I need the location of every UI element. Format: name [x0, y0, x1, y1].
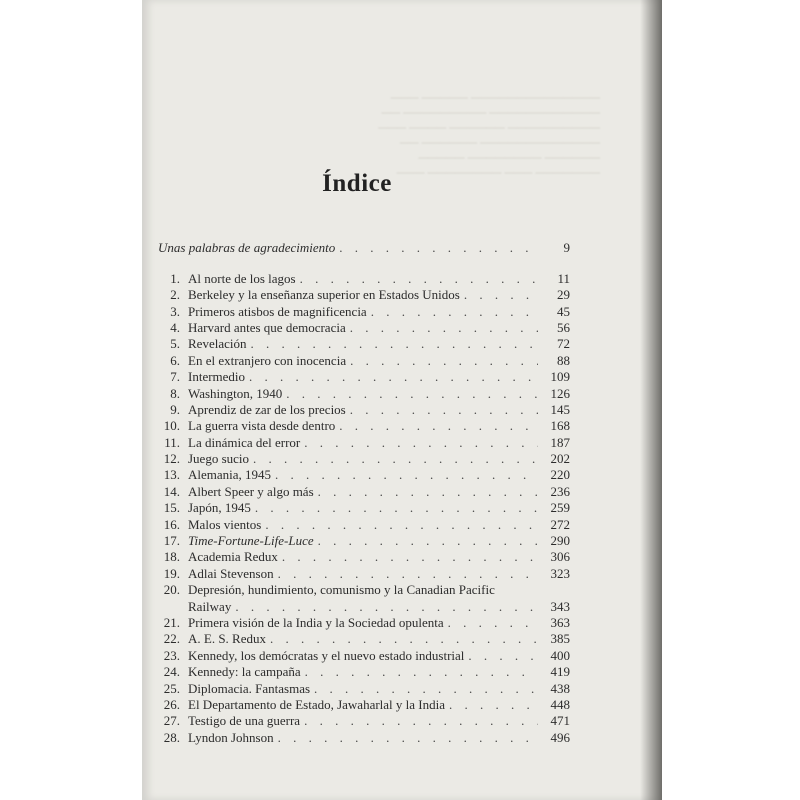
toc-chapter-title: Primera visión de la India y la Sociedad opulenta	[188, 614, 444, 630]
toc-page-number: 363	[550, 614, 570, 630]
toc-chapter-title: Juego sucio	[188, 451, 250, 467]
toc-chapter-title: Malos vientos	[188, 516, 262, 532]
toc-row	[158, 336, 570, 352]
leader-dots	[249, 369, 538, 385]
toc-page-number: 272	[550, 516, 570, 532]
toc-page-number: 29	[557, 287, 570, 303]
toc-row	[158, 647, 570, 663]
leader-dots	[278, 730, 538, 746]
leader-dots	[464, 287, 538, 303]
toc-page-number: 343	[550, 598, 570, 614]
toc-page-number: 11	[557, 270, 570, 286]
toc-row	[158, 582, 570, 598]
toc-chapter-title: Al norte de los lagos	[188, 270, 296, 286]
show-through-text: ────────────── ───── ─── ──────────── ───────── ── ────────── ────── ──── ─── ───────────── ────── ── ────── ──────── ───── ─────── ─── ──────── ───	[378, 90, 600, 180]
toc-chapter-number: 6.	[170, 352, 180, 368]
toc-page-number: 471	[550, 713, 570, 729]
leader-dots	[449, 697, 538, 713]
toc-chapter-number: 15.	[163, 500, 180, 516]
toc-row	[158, 549, 570, 565]
toc-page-number: 88	[557, 352, 570, 368]
toc-chapter-title: El Departamento de Estado, Jawaharlal y la India	[188, 696, 446, 712]
toc-chapter-number: 27.	[163, 713, 180, 729]
toc-row	[158, 287, 570, 303]
toc-page-number: 400	[550, 647, 570, 663]
leader-dots	[448, 615, 538, 631]
toc-chapter-number: 2.	[170, 287, 180, 303]
toc-chapter-number: 17.	[163, 533, 180, 549]
toc-page-number: 45	[557, 303, 570, 319]
toc-page-number: 202	[550, 451, 570, 467]
leader-dots	[339, 418, 538, 434]
toc-chapter-number: 18.	[163, 549, 180, 565]
toc-page-number: 236	[550, 483, 570, 499]
toc-chapter-title: Adlai Stevenson	[188, 565, 274, 581]
toc-page-number: 259	[550, 500, 570, 516]
toc-chapter-title: Lyndon Johnson	[188, 729, 274, 745]
toc-page-number: 385	[550, 631, 570, 647]
toc-chapter-number: 1.	[170, 270, 180, 286]
toc-page-number: 438	[550, 680, 570, 696]
toc-intro-page: 9	[563, 240, 570, 256]
toc-chapter-title: Kennedy, los demócratas y el nuevo estado industrial	[188, 647, 465, 663]
page-shadow	[640, 0, 662, 800]
leader-dots	[468, 648, 538, 664]
leader-dots	[300, 271, 538, 287]
toc-chapter-number: 20.	[163, 582, 180, 598]
toc-chapter-number: 8.	[170, 385, 180, 401]
toc-chapter-title: Revelación	[188, 336, 247, 352]
toc-intro-row	[158, 240, 570, 256]
toc-chapter-number: 10.	[163, 418, 180, 434]
toc-page-number: 145	[550, 401, 570, 417]
toc-chapter-number: 28.	[163, 729, 180, 745]
leader-dots	[318, 484, 538, 500]
toc-page-number: 187	[550, 434, 570, 450]
leader-dots	[350, 402, 538, 418]
toc-row	[158, 385, 570, 401]
toc-page-number: 109	[550, 369, 570, 385]
toc-row	[158, 631, 570, 647]
toc-page-number: 306	[550, 549, 570, 565]
leader-dots	[304, 713, 538, 729]
toc-chapter-title: La dinámica del error	[188, 434, 301, 450]
toc-chapter-number: 21.	[163, 614, 180, 630]
toc-page-number: 323	[550, 565, 570, 581]
toc-chapter-title: Academia Redux	[188, 549, 278, 565]
toc-row	[158, 434, 570, 450]
leader-dots	[235, 599, 538, 615]
toc-row	[158, 615, 570, 631]
toc-chapter-title: Harvard antes que democracia	[188, 319, 346, 335]
toc-chapter-number: 22.	[163, 631, 180, 647]
toc-chapter-number: 26.	[163, 696, 180, 712]
toc-intro-title: Unas palabras de agradecimiento	[158, 240, 336, 256]
page-title: Índice	[322, 170, 392, 197]
toc-row	[158, 500, 570, 516]
toc-chapter-title: Berkeley y la enseñanza superior en Estados Unidos	[188, 287, 460, 303]
toc-row	[158, 664, 570, 680]
leader-dots	[304, 435, 538, 451]
toc-row	[158, 467, 570, 483]
toc-page-number: 496	[550, 729, 570, 745]
toc-chapter-title: Washington, 1940	[188, 385, 283, 401]
leader-dots	[282, 549, 538, 565]
toc-row	[158, 270, 570, 286]
leader-dots	[250, 336, 538, 352]
toc-page-number: 448	[550, 696, 570, 712]
toc-chapter-number: 11.	[164, 434, 180, 450]
toc-chapter-number: 7.	[170, 369, 180, 385]
toc-chapter-title: Primeros atisbos de magnificencia	[188, 303, 367, 319]
toc-page-number: 220	[550, 467, 570, 483]
toc-row	[158, 369, 570, 385]
toc-chapter-number: 9.	[170, 401, 180, 417]
leader-dots	[314, 681, 538, 697]
toc-chapter-number: 13.	[163, 467, 180, 483]
leader-dots	[371, 304, 538, 320]
toc-chapter-number: 23.	[163, 647, 180, 663]
table-of-contents	[158, 240, 570, 746]
toc-row	[158, 516, 570, 532]
toc-chapter-title: Japón, 1945	[188, 500, 251, 516]
toc-chapter-title: Alemania, 1945	[188, 467, 272, 483]
toc-chapter-number: 24.	[163, 664, 180, 680]
leader-dots	[318, 533, 538, 549]
leader-dots	[255, 500, 538, 516]
toc-row	[158, 697, 570, 713]
leader-dots	[350, 353, 538, 369]
toc-row	[158, 451, 570, 467]
toc-row	[158, 320, 570, 336]
leader-dots	[286, 386, 538, 402]
toc-chapter-number: 14.	[163, 483, 180, 499]
toc-page-number: 56	[557, 319, 570, 335]
toc-chapter-number: 16.	[163, 516, 180, 532]
toc-chapter-title: Time-Fortune-Life-Luce	[188, 533, 314, 549]
toc-page-number: 72	[557, 336, 570, 352]
toc-row	[158, 483, 570, 499]
toc-row	[158, 533, 570, 549]
toc-page-number: 126	[550, 385, 570, 401]
toc-chapter-title: La guerra vista desde dentro	[188, 418, 336, 434]
leader-dots	[275, 467, 538, 483]
toc-chapter-title: En el extranjero con inocencia	[188, 352, 347, 368]
leader-dots	[265, 517, 538, 533]
leader-dots	[339, 240, 538, 256]
toc-chapter-number: 12.	[163, 451, 180, 467]
toc-page-number: 168	[550, 418, 570, 434]
toc-row	[158, 729, 570, 745]
toc-row	[158, 713, 570, 729]
toc-page-number: 290	[550, 533, 570, 549]
toc-chapter-number: 5.	[170, 336, 180, 352]
toc-chapter-title: Aprendiz de zar de los precios	[188, 401, 346, 417]
leader-dots	[350, 320, 538, 336]
toc-row	[158, 418, 570, 434]
toc-row	[158, 303, 570, 319]
toc-chapter-title: Depresión, hundimiento, comunismo y la Canadian Pacific	[188, 582, 495, 598]
toc-chapter-title: A. E. S. Redux	[188, 631, 266, 647]
toc-chapter-title: Intermedio	[188, 369, 246, 385]
toc-chapter-title: Kennedy: la campaña	[188, 664, 301, 680]
leader-dots	[270, 631, 538, 647]
toc-row	[158, 565, 570, 581]
toc-chapter-number: 3.	[170, 303, 180, 319]
toc-row-continuation	[158, 598, 570, 614]
toc-row	[158, 352, 570, 368]
toc-chapter-number: 25.	[163, 680, 180, 696]
leader-dots	[253, 451, 538, 467]
toc-chapter-number: 19.	[163, 565, 180, 581]
toc-page-number: 419	[550, 664, 570, 680]
toc-chapter-title-continued: Railway	[188, 598, 232, 614]
toc-chapter-title: Testigo de una guerra	[188, 713, 301, 729]
toc-row	[158, 402, 570, 418]
leader-dots	[305, 664, 538, 680]
toc-chapter-number: 4.	[170, 319, 180, 335]
toc-chapter-title: Diplomacia. Fantasmas	[188, 680, 311, 696]
toc-row	[158, 680, 570, 696]
toc-chapter-title: Albert Speer y algo más	[188, 483, 314, 499]
leader-dots	[278, 566, 538, 582]
